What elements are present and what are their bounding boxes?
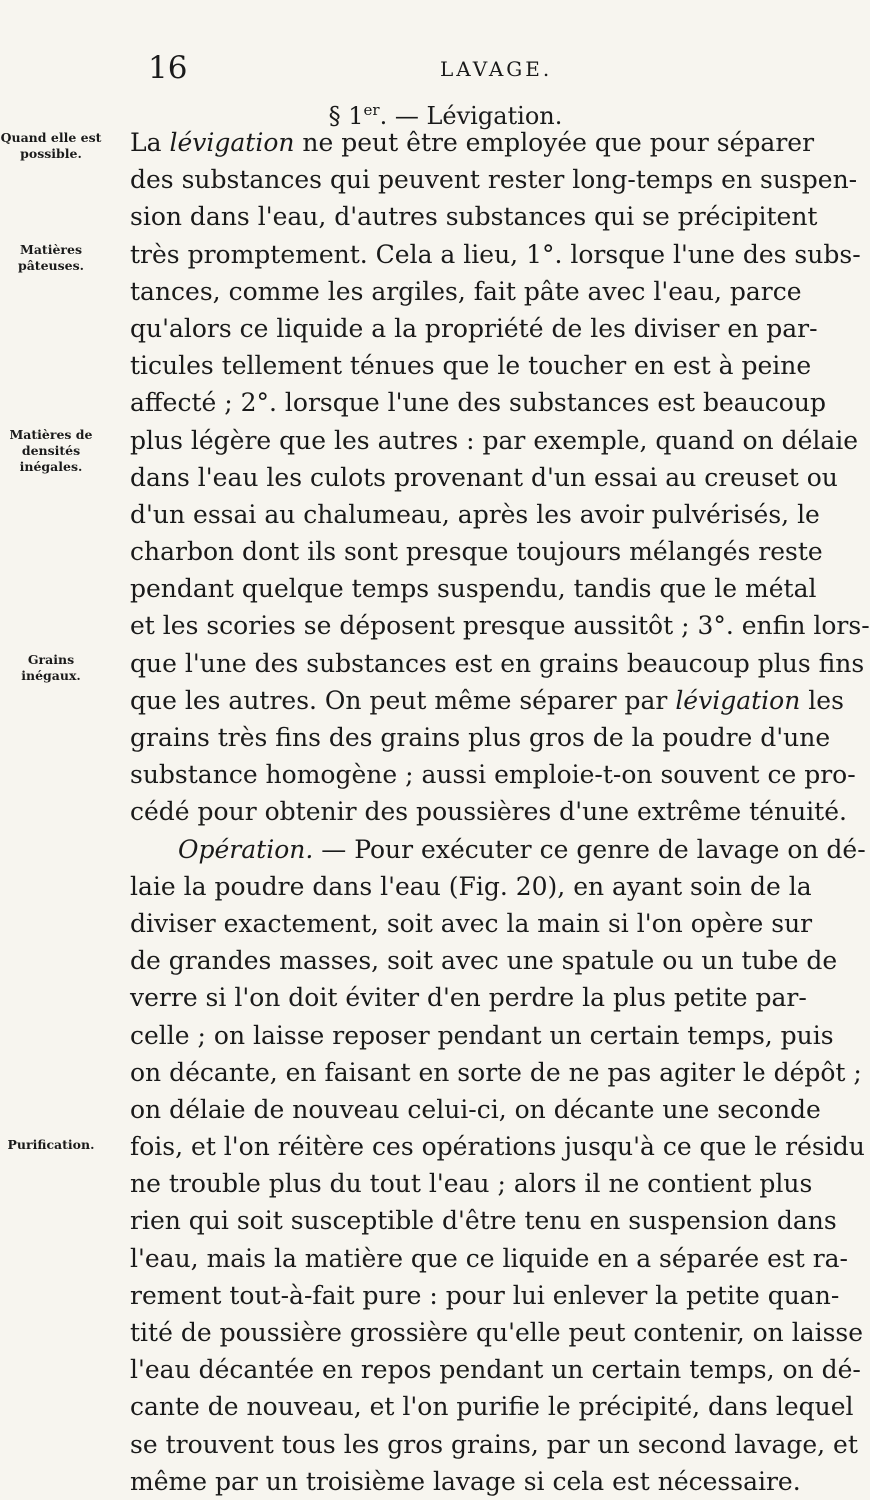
margin-note-grains: Grains inégaux.: [21, 652, 81, 683]
text-line: [130, 1277, 840, 1314]
text-run: on décante, en faisant en sorte de ne pas agiter le dépôt ;: [130, 1057, 862, 1087]
text-run: l'eau, mais la matière que ce liquide en a séparée est ra-: [130, 1243, 848, 1273]
text-line: [130, 384, 826, 421]
text-line: [130, 1054, 862, 1091]
text-run: très promptement. Cela a lieu, 1°. lorsque l'une des subs-: [130, 239, 861, 269]
text-run: substance homogène ; aussi emploie-t-on souvent ce pro-: [130, 760, 856, 790]
margin-note-pateuses: Matières pâteuses.: [17, 242, 85, 273]
text-line: [130, 459, 838, 496]
margin-note-purification: Purification.: [7, 1137, 95, 1152]
text-line: [130, 570, 817, 607]
italic-term: lévigation: [169, 128, 295, 157]
page-header: [0, 48, 801, 88]
text-line: [130, 236, 861, 273]
text-run: que l'une des substances est en grains beaucoup plus fins: [130, 648, 865, 678]
text-line: [130, 1240, 848, 1277]
section-mark: § 1: [328, 102, 364, 130]
text-run: ne trouble plus du tout l'eau ; alors il ne contient plus: [130, 1169, 813, 1199]
text-line: [130, 198, 818, 235]
text-run: verre si l'on doit éviter d'en perdre la plus petite par-: [130, 983, 807, 1013]
text-run: même par un troisième lavage si cela est nécessaire.: [130, 1466, 801, 1496]
text-line: [130, 1128, 865, 1165]
text-run: qu'alors ce liquide a la propriété de les diviser en par-: [130, 313, 818, 343]
italic-term: Opération.: [178, 834, 314, 864]
text-run: l'eau décantée en repos pendant un certain temps, on dé-: [130, 1355, 861, 1385]
text-line: [130, 1165, 813, 1202]
text-run: et les scories se déposent presque aussitôt ; 3°. enfin lors-: [130, 611, 870, 641]
text-run: pendant quelque temps suspendu, tandis que le métal: [130, 574, 817, 604]
text-line: [130, 533, 823, 570]
text-run: que les autres. On peut même séparer par: [130, 685, 676, 715]
margin-note-densites: Matières de densités inégales.: [9, 427, 93, 474]
text-line: [130, 496, 820, 533]
text-run: on délaie de nouveau celui-ci, on décante une seconde: [130, 1094, 821, 1124]
text-line: [130, 942, 838, 979]
text-run: La: [130, 128, 170, 157]
text-run: laie la poudre dans l'eau (Fig. 20), en ayant soin de la: [130, 871, 812, 901]
text-line: [130, 1202, 837, 1239]
page-number: 16: [148, 50, 188, 86]
text-line: [130, 793, 847, 830]
body-text: [130, 124, 870, 1500]
text-run: celle ; on laisse reposer pendant un certain temps, puis: [130, 1020, 834, 1050]
text-run: rement tout-à-fait pure : pour lui enlever la petite quan-: [130, 1280, 840, 1310]
text-line: [130, 645, 865, 682]
text-line: [130, 124, 815, 161]
text-run: — Pour exécuter ce genre de lavage on dé-: [313, 834, 866, 864]
text-run: de grandes masses, soit avec une spatule ou un tube de: [130, 946, 838, 976]
text-line: [130, 347, 812, 384]
text-run: rien qui soit susceptible d'être tenu en suspension dans: [130, 1206, 837, 1236]
text-run: ne peut être employée que pour séparer: [294, 128, 815, 157]
text-run: fois, et l'on réitère ces opérations jusqu'à ce que le résidu: [130, 1132, 865, 1162]
margin-note-possible: Quand elle est possible.: [0, 130, 102, 161]
text-line: [130, 905, 813, 942]
text-line: [130, 310, 818, 347]
text-run: plus légère que les autres : par exemple, quand on délaie: [130, 425, 859, 455]
text-run: cante de nouveau, et l'on purifie le précipité, dans lequel: [130, 1392, 854, 1422]
section-mark-sup: er: [363, 101, 380, 119]
text-line: [130, 719, 831, 756]
text-line: [130, 682, 844, 719]
text-line: [130, 1351, 861, 1388]
text-line: [130, 831, 866, 868]
text-line: [130, 1091, 821, 1128]
text-run: tances, comme les argiles, fait pâte avec l'eau, parce: [130, 276, 802, 306]
text-run: charbon dont ils sont presque toujours mélangés reste: [130, 537, 823, 567]
text-line: [130, 607, 870, 644]
text-run: des substances qui peuvent rester long-temps en suspen-: [130, 165, 858, 195]
italic-term: lévigation: [675, 685, 801, 715]
text-line: [130, 1314, 864, 1351]
section-title-text: . — Lévigation.: [379, 102, 563, 130]
text-run: tité de poussière grossière qu'elle peut contenir, on laisse: [130, 1318, 864, 1347]
text-run: se trouvent tous les gros grains, par un second lavage, et: [130, 1429, 858, 1459]
text-run: cédé pour obtenir des poussières d'une extrême ténuité.: [130, 797, 847, 827]
text-run: affecté ; 2°. lorsque l'une des substances est beaucoup: [130, 388, 826, 418]
text-line: [130, 273, 802, 310]
text-line: [130, 161, 858, 198]
text-run: dans l'eau les culots provenant d'un essai au creuset ou: [130, 462, 838, 492]
text-line: [130, 1388, 854, 1425]
text-line: [130, 1017, 834, 1054]
text-run: ticules tellement ténues que le toucher en est à peine: [130, 351, 812, 381]
text-line: [130, 1426, 858, 1463]
text-run: grains très fins des grains plus gros de la poudre d'une: [130, 723, 831, 752]
text-line: [130, 422, 859, 459]
text-run: diviser exactement, soit avec la main si l'on opère sur: [130, 908, 813, 938]
text-run: les: [800, 685, 844, 715]
text-run: sion dans l'eau, d'autres substances qui se précipitent: [130, 202, 818, 232]
text-line: [130, 1463, 801, 1500]
text-line: [130, 868, 812, 905]
running-head: LAVAGE.: [440, 57, 553, 81]
text-line: [130, 979, 807, 1016]
text-run: d'un essai au chalumeau, après les avoir pulvérisés, le: [130, 499, 820, 529]
text-line: [130, 756, 856, 793]
